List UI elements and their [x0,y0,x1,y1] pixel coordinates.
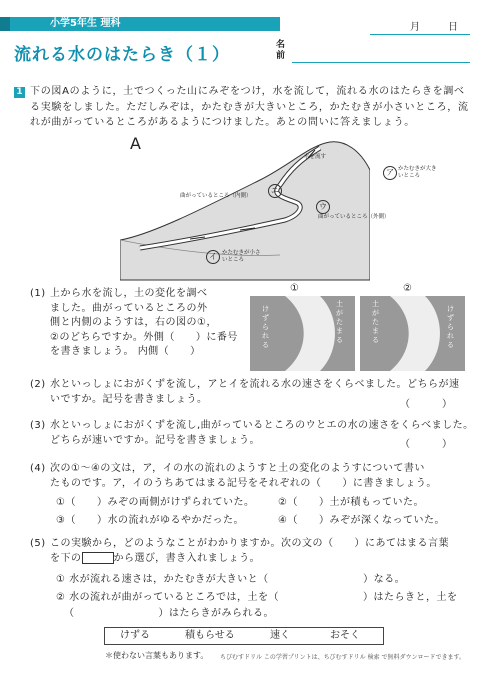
name-line [292,62,470,63]
choice-3: 速く [270,630,290,641]
choice-4: おそく [330,630,360,641]
intro-text: 下の図Aのように，土でつくった山にみぞをつけ，水を流して，流れる水のはたらきを調べる実験をしました。ただしみぞは，かたむきが大きいところ，かたむきが小さいところ，流れが曲がっているところがあるようにつけました。あとの問いに答えましょう。 [30,86,469,128]
q5-line2b: から選び，書き入れましょう。 [113,552,261,564]
fig2-left: 土がたまる [372,300,379,344]
q4-line1: 次の①～④の文は，ア，イの水の流れのようすと土の変化のようすについて書い [50,463,425,474]
q4-line2: たものです。ア，イのうちあてはまる記号をそれぞれの（ ）に書きましょう。 [50,477,437,489]
q5-sentence-3[interactable]: （ ）はたらきがみられる。 [64,608,274,619]
q5-line1: この実験から，どのようなことがわかりますか。次の文の（ ）にあてはまる言葉 [50,538,449,549]
note: ＊使わない言葉もあります。 [105,651,209,660]
q4-item-2[interactable]: ②（ ）土が積もっていた。 [278,497,424,508]
q5-line2a: を下の [50,552,82,564]
day-label: 日 [448,22,458,33]
q4-item-4[interactable]: ④（ ）みぞが深くなっていた。 [278,515,445,526]
fig1-label: ① [290,283,299,294]
fig1-left: けずられる [262,305,269,349]
grade-bar [0,17,280,31]
footer: ちびむすドリル この学習プリントは、ちびむすドリル 検索 で無料ダウンロードできます。 [220,654,466,661]
q1-line2: ました。曲がっているところの外 [50,302,208,314]
label-a-text: かたむきが大きいところ [398,166,437,179]
figure-a-label: A [130,134,141,153]
question-5 [30,537,475,566]
q5-num: (5) [30,538,46,549]
q2-line1: 水といっしょにおがくずを流し，アとイを流れる水の速さをくらべました。どちらが速 [50,379,460,390]
question-1 [30,287,245,360]
choice-2: 積もらせる [185,630,235,641]
word-choice-box [104,627,384,645]
q1-num: (1) [30,288,46,299]
q1-line3: 側と内側のようすは，右の図の①， [50,317,217,328]
q2-num: (2) [30,379,46,390]
label-a-circle: ア [383,166,397,180]
q1-inner: 内側（ ） [137,346,201,357]
q1-line4b: 外側（ ）に番号 [143,331,238,343]
month-label: 月 [410,22,420,33]
q1-line1: 上から水を流し，土の変化を調べ [50,288,208,299]
q4-item-1[interactable]: ①（ ）みぞの両側がけずられていた。 [56,497,255,508]
date-fields [410,18,458,33]
q5-sentence-2[interactable]: ② 水の流れが曲がっているところでは，土を（ ）はたらきと，土を [56,592,458,603]
q4-num: (4) [30,463,46,474]
label-e-circle: エ [268,184,282,198]
date-line [370,34,470,35]
question-4 [30,462,475,491]
q2-answer[interactable]: （ ） [400,399,453,410]
q3-answer[interactable]: （ ） [400,439,453,450]
grade-tab [0,17,10,31]
fig2-label: ② [403,283,412,294]
page-title: 流れる水のはたらき（１） [14,45,230,65]
q2-line2: いですか。記号を書きましょう。 [50,393,208,405]
grade-subject: 小学5年生 理科 [50,18,121,29]
q3-num: (3) [30,420,46,431]
q3-line1: 水といっしょにおがくずを流し,曲がっているところのウとエの水の速さをくらべました。 [50,420,474,431]
fig1-right: 土がたまる [336,300,343,344]
water-label: 水を流す [304,154,327,160]
label-u-text: 曲がっているところ（外側） [318,214,390,220]
name-label: 名前 [276,40,286,61]
q1-line4a: ②のどちらですか。 [50,331,144,343]
label-i-text: かたむきが小さいところ [222,250,261,263]
label-i-circle: イ [206,250,220,264]
q4-item-3[interactable]: ③（ ）水の流れがゆるやかだった。 [56,515,244,526]
choice-1: けずる [120,630,150,641]
q1-line5: を書きましょう。 [50,346,134,357]
choice-box-ref [82,552,114,564]
question-badge: 1 [14,87,25,98]
label-u-circle: ウ [316,200,330,214]
fig2-right: けずられる [447,305,454,349]
label-e-text: 曲がっているところ（内側） [180,193,252,199]
q3-line2: どちらが速いですか。記号を書きましょう。 [50,434,260,446]
q5-sentence-1[interactable]: ① 水が流れる速さは，かたむきが大きいと（ ）なる。 [56,574,406,585]
